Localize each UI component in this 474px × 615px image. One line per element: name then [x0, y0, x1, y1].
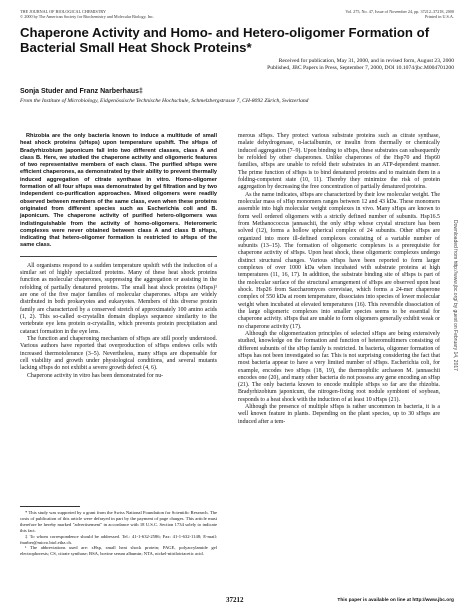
body-paragraph: All organisms respond to a sudden temperature upshift with the induction of a similar set of highly specialized proteins. Many of these heat shock proteins function as molecular chaperones, suppressing the aggregation or assisting in the refolding of partially denatured proteins. The small heat shock proteins (sHsps)¹ are one of the five major families of molecular chaperones. sHsps are widely distributed in both prokaryotes and eukaryotes. Members of this diverse protein family are characterized by a conserved stretch of approximately 100 amino acids (1, 2). This so-called α-crystallin domain displays sequence similarity to the vertebrate eye lens protein α-crystallin, which prevents protein precipitation and cataract formation in the eye lens.: [20, 262, 217, 335]
journal-name: THE JOURNAL OF BIOLOGICAL CHEMISTRY: [20, 9, 106, 14]
journal-header-left: [20, 9, 154, 19]
right-column: [238, 133, 440, 426]
page-number: 37212: [226, 596, 244, 604]
journal-header-right: [345, 9, 454, 19]
body-paragraph: As the name indicates, sHsps are characterized by their low molecular weight. The molecular mass of sHsp monomers ranges between 12 and 43 kDa. These monomers assemble into high molecular weight complexes in vivo. Many sHsps are known to form well ordered oligomers with a strictly defined number of subunits. Hsp16.5 from Methanococcus jannaschii, the only sHsp whose crystal structure has been solved (12), forms a hollow spherical complex of 24 subunits. Other sHsps are organized into more ill-defined complexes consisting of a variable number of subunits (13–15). The formation of oligomeric complexes is a prerequisite for chaperone activity of sHsps. Upon heat shock, these oligomeric complexes undergo distinct structural changes. Various sHsps have been reported to form larger complexes of over 1000 kDa when incubated with substrate proteins at high temperatures (11, 16, 17). In addition, the substrate binding site of sHsps is part of the molecular surface of the structural arrangement of sHsps are observed upon heat shock. Hsp26 from Saccharomyces cerevisiae, which forms a 24-mer chaperone complex of 550 kDa at room temperature, dissociates into species of lower molecular weight when incubated at elevated temperatures (16). This reversible dissociation of the large oligomeric complexes into smaller species seems to be essential for chaperone activity. sHsps that are unable to form oligomers generally exhibit weak or no chaperone activity (17).: [238, 191, 440, 330]
download-sidebar-link[interactable]: Downloaded from http://www.jbc.org/ by guest on February 14, 2017: [452, 220, 458, 371]
footnotes: [20, 510, 217, 557]
copyright-line: © 2000 by The American Society for Biochemistry and Molecular Biology, Inc.: [20, 14, 154, 19]
received-line: Received for publication, May 31, 2000, and in revised form, August 23, 2000: [278, 58, 454, 64]
correspondence-footnote: ‡ To whom correspondence should be addressed. Tel.: 41-1-632-2586; Fax: 41-1-632-1148; E-mail: fnarber@micro.biol.ethz.ch.: [20, 533, 217, 545]
left-column: [20, 133, 217, 380]
abstract-divider: [20, 256, 217, 257]
affiliation: From the Institute of Microbiology, Eidgenössische Technische Hochschule, Schmelzbergstrasse 7, CH-8092 Zürich, Switzerland: [20, 98, 309, 104]
publication-dates: [154, 58, 454, 72]
body-paragraph: Although the oligomerization principles of selected sHsps are being extensively studied, knowledge on the formation and function of heteromultimers consisting of different subunits of the sHsp family is restricted. In bacteria, oligomer formation of sHsps has not been investigated so far. This is not surprising considering the fact that most bacteria appear to have a very limited number of sHsps. Escherichia coli, for example, encodes two sHsps (18, 19), the thermophilic archaeon M. jannaschii encodes one (20), and many other bacteria do not possess any gene encoding an sHsp (21). The only bacteria known to encode multiple sHsps so far are the rhizobia. Bradyrhizobium japonicum, the nitrogen-fixing root nodule symbiont of soybean, responds to a heat shock with the induction of at least 10 sHsps (21).: [238, 330, 440, 403]
body-paragraph: The function and chaperoning mechanism of sHsps are still poorly understood. Various authors have reported that overproduction of sHsps endows cells with increased thermotolerance (3–5). Nevertheless, many sHsps are dispensable for cell viability and growth under physiological conditions, and several mutants lacking sHsps do not exhibit a severe growth defect (4, 6).: [20, 336, 217, 372]
body-paragraph: Chaperone activity in vitro has been demonstrated for nu-: [27, 372, 164, 379]
abstract: Rhizobia are the only bacteria known to induce a multitude of small heat shock proteins (sHsps) upon temperature upshift. The sHsps of Bradyrhizobium japonicum fall into two different classes, class A and class B. Here, we studied the chaperone activity and oligomeric features of two representative members of each class. The purified sHsps were efficient chaperones, as demonstrated by their ability to prevent thermally induced aggregation of citrate synthase in vitro. Homo-oligomer formation of all four sHsps was demonstrated by gel filtration and by two independent co-purification approaches. Mixed oligomers were readily observed between members of the same class, even when these proteins originated from different species such as Escherichia coli and B. japonicum. The chaperone activity of purified hetero-oligomers was indistinguishable from the activity of homo-oligomers. Heteromeric complexes were never obtained between class A and class B sHsps, indicating that hetero-oligomer formation is restricted to sHsps of the same class.: [20, 133, 217, 249]
funding-footnote: * This study was supported by a grant from the Swiss National Foundation for Scientific Research. The costs of publication of this article were defrayed in part by the payment of page charges. This article must therefore be hereby marked "advertisement" in accordance with 18 U.S.C. Section 1734 solely to indicate this fact.: [20, 510, 217, 533]
article-title: Chaperone Activity and Homo- and Hetero-oligomer Formation of Bacterial Small Heat Shock Proteins*: [20, 25, 430, 55]
online-availability-note: This paper is available on line at http://www.jbc.org: [337, 598, 454, 603]
body-paragraph: merous sHsps. They protect various substrate proteins such as citrate synthase, malate dehydrogenase, α-lactalbumin, or insulin from thermally or chemically induced aggregation (7–9). Upon binding to sHsps, these substrates can subsequently be refolded by other chaperones. Unlike chaperones of the Hsp70 and Hsp60 families, sHsps are unable to refold their substrates in an ATP-dependent manner. The prime function of sHsps is to bind denatured proteins and to maintain them in a folding-competent state (10, 11). Thereby they minimize the risk of protein aggregation by decreasing the free concentration of partially denatured proteins.: [238, 133, 440, 191]
body-paragraph: Although the presence of multiple sHsps is rather uncommon in bacteria, it is a well known feature in plants. Depending on the plant species, up to 30 sHsps are induced after a tem-: [238, 404, 440, 425]
volume-issue-line: Vol. 275, No. 47, Issue of November 24, pp. 37212–37218, 2000: [345, 9, 454, 14]
footnote-divider: [20, 506, 80, 507]
printed-in-line: Printed in U.S.A.: [425, 14, 454, 19]
author-list: Sonja Studer and Franz Narberhaus‡: [20, 88, 143, 95]
abbreviations-footnote: ¹ The abbreviations used are: sHsp, small heat shock protein; PAGE, polyacrylamide gel electrophoresis; CS, citrate synthase; BSA, bovine serum albumin; NTA, nickel-nitrilotriacetic acid.: [20, 545, 217, 557]
published-line: Published, JBC Papers in Press, September 7, 2000, DOI 10.1074/jbc.M004701200: [267, 65, 454, 71]
